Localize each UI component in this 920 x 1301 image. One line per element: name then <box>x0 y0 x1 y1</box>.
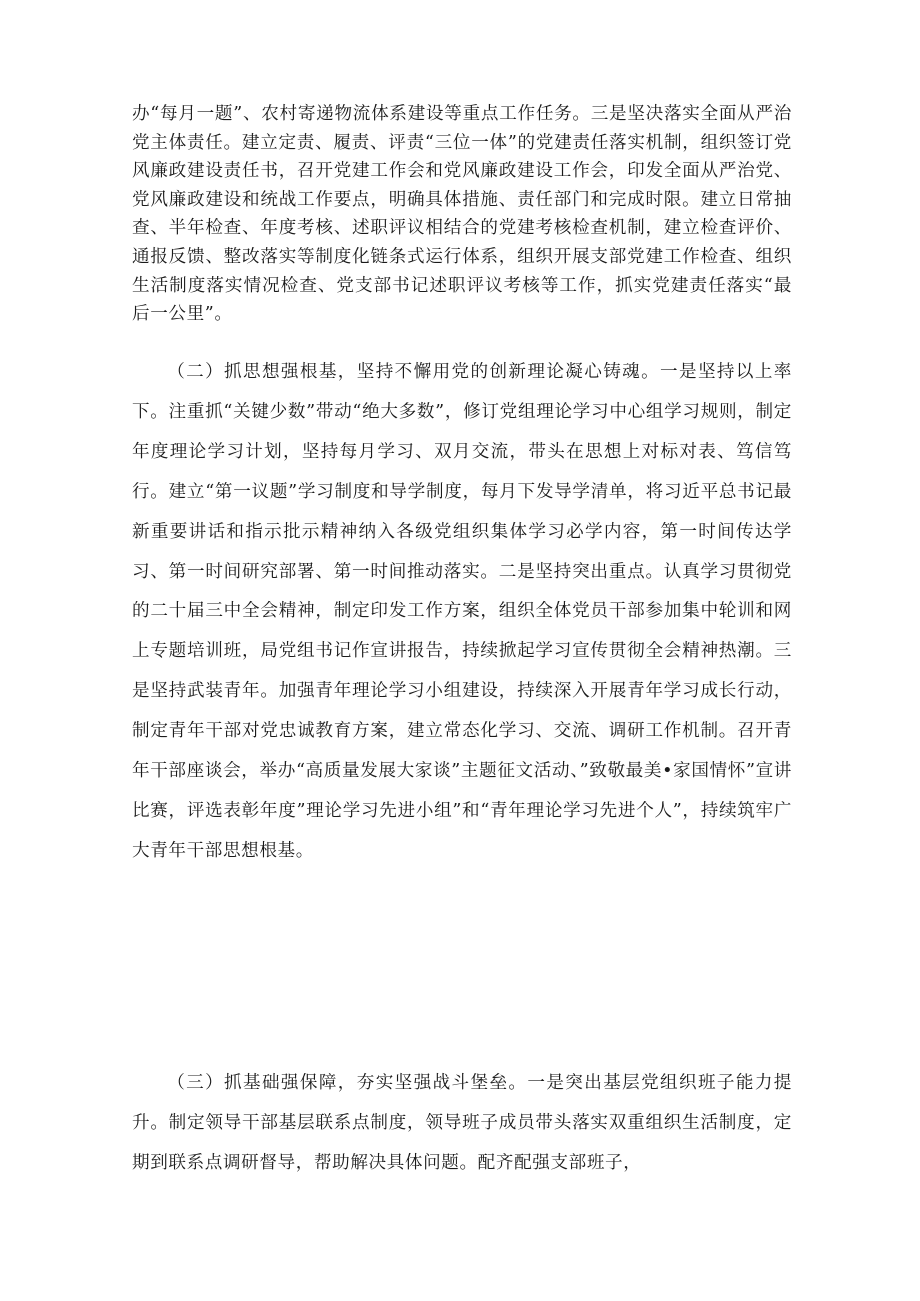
paragraph-grassroots-foundation: （三）抓基础强保障，夯实坚强战斗堡垒。一是突出基层党组织班子能力提升。制定领导干部基层联系点制度，领导班子成员带头落实双重组织生活制度，定期到联系点调研督导，帮助解决具体问题。配齐配强支部班子， <box>132 1073 792 1173</box>
paragraph-party-responsibility: 办“每月一题”、农村寄递物流体系建设等重点工作任务。三是坚决落实全面从严治党主体责任。建立定责、履责、评责“三位一体”的党建责任落实机制，组织签订党风廉政建设责任书，召开党建工作会和党风廉政建设工作会，印发全面从严治党、党风廉政建设和统战工作要点，明确具体措施、责任部门和完成时限。建立日常抽查、半年检查、年度考核、述职评议相结合的党建考核检查机制，建立检查评价、通报反馈、整改落实等制度化链条式运行体系，组织开展支部党建工作检查、组织生活制度落实情况检查、党支部书记述职评议考核等工作，抓实党建责任落实“最后一公里”。 <box>132 104 792 325</box>
paragraph-ideological-foundation: （二）抓思想强根基，坚持不懈用党的创新理论凝心铸魂。一是坚持以上率下。注重抓“关键少数”带动“绝大多数”，修订党组理论学习中心组学习规则，制定年度理论学习计划，坚持每月学习、双月交流，带头在思想上对标对表、笃信笃行。建立“第一议题”学习制度和导学制度，每月下发导学清单，将习近平总书记最新重要讲话和指示批示精神纳入各级党组织集体学习必学内容，第一时间传达学习、第一时间研究部署、第一时间推动落实。二是坚持突出重点。认真学习贯彻党的二十届三中全会精神，制定印发工作方案，组织全体党员干部参加集中轮训和网上专题培训班，局党组书记作宣讲报告，持续掀起学习宣传贯彻全会精神热潮。三是坚持武装青年。加强青年理论学习小组建设，持续深入开展青年学习成长行动，制定青年干部对党忠诚教育方案，建立常态化学习、交流、调研工作机制。召开青年干部座谈会，举办“高质量发展大家谈”主题征文活动、”致敬最美•家国情怀”宣讲比赛，评选表彰年度”理论学习先进小组”和“青年理论学习先进个人”，持续筑牢广大青年干部思想根基。 <box>132 362 792 861</box>
